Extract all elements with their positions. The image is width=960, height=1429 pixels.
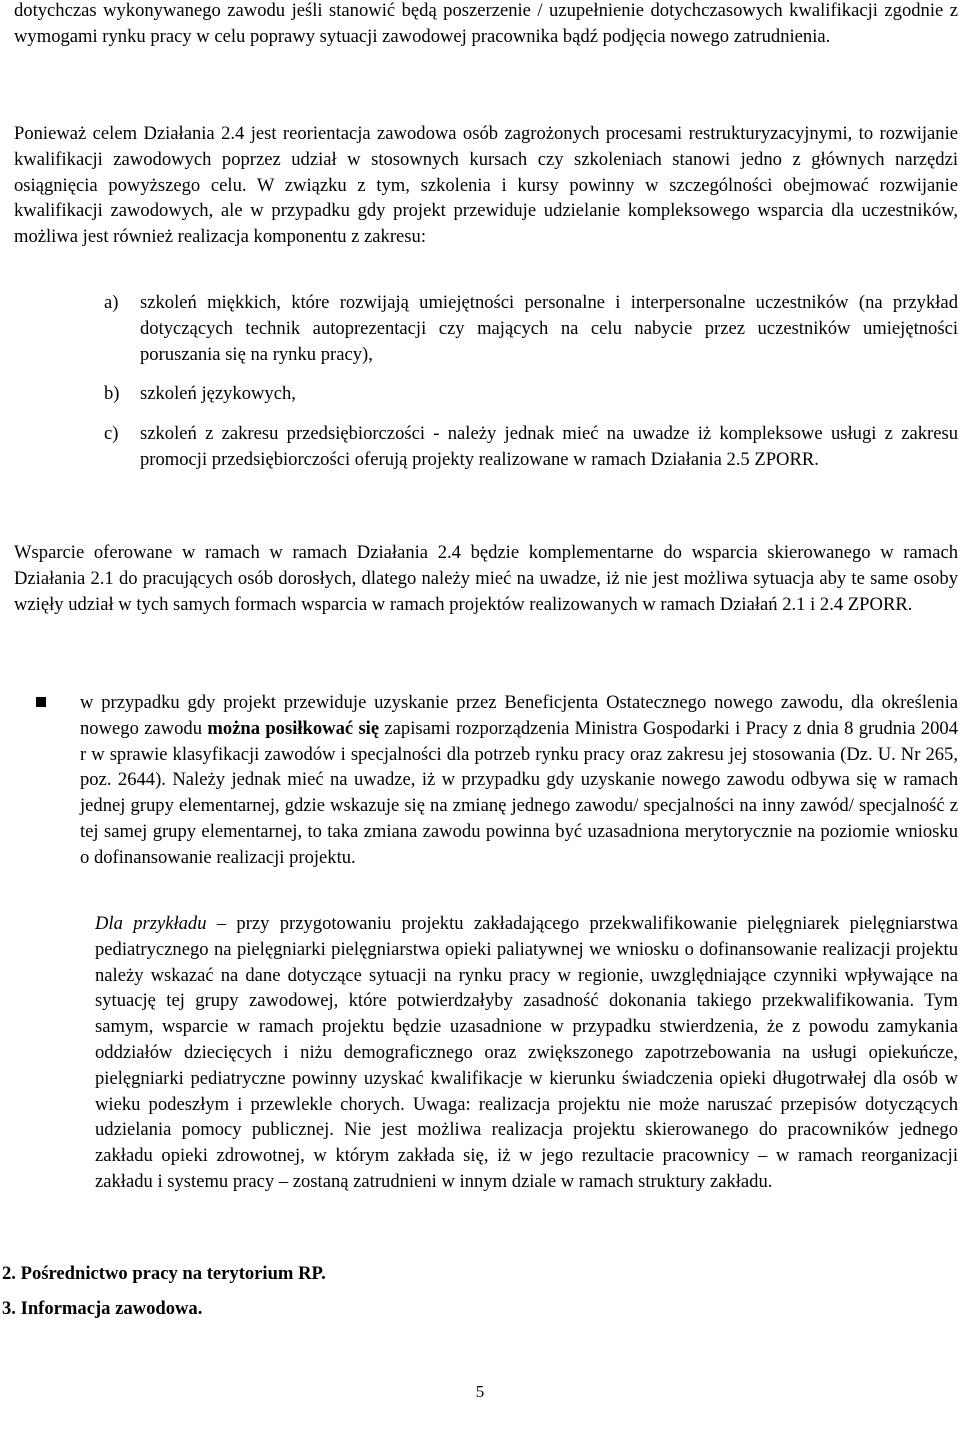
paragraph-wsparcie: Wsparcie oferowane w ramach w ramach Działania 2.4 będzie komplementarne do wsparcia skierowanego w ramach Działania 2.1 do pracujących osób dorosłych, dlatego należy mieć na uwadze, iż nie jest możliwa sytuacja aby te same osoby wzięły udział w tych samych formach wsparcia w ramach projektów realizowanych w ramach Działań 2.1 i 2.4 ZPORR. — [14, 542, 958, 615]
bullet-text-bold: można posiłkować się — [207, 717, 380, 739]
paragraph-ponieważ: Ponieważ celem Działania 2.4 jest reorientacja zawodowa osób zagrożonych procesami restrukturyzacyjnymi, to rozwijanie kwalifikacji zawodowych poprzez udział w stosownych kursach czy szkoleniach stanowi jedno z głównych narzędzi osiągnięcia powyższego celu. W związku z tym, szkolenia i kursy powinny w szczególności obejmować rozwijanie kwalifikacji zawodowych, ale w przypadku gdy projekt przewiduje udzielanie kompleksowego wsparcia dla uczestników, możliwa jest również realizacja komponentu z zakresu: — [14, 123, 958, 248]
example-paragraph — [95, 911, 958, 1195]
section-heading-3: 3. Informacja zawodowa. — [2, 1298, 203, 1319]
list-marker: a) — [104, 292, 119, 313]
bullet-paragraph — [80, 690, 958, 871]
page-number: 5 — [475, 1382, 485, 1401]
list-item — [104, 290, 958, 367]
bullet-text-start: w przypadku gdy projekt przewiduje uzyskanie przez Beneficjenta Ostatecznego nowego zawodu, dla określenia nowego zawodu — [80, 692, 958, 739]
list-item-text: szkoleń językowych, — [140, 383, 296, 405]
bullet-mark-icon — [36, 697, 46, 707]
list-item — [104, 381, 958, 407]
list-item — [104, 421, 958, 473]
component-list — [104, 290, 958, 473]
list-marker: c) — [104, 423, 119, 445]
example-lead: Dla przykładu — [95, 913, 207, 934]
paragraph-intro: dotychczas wykonywanego zawodu jeśli stanowić będą poszerzenie / uzupełnienie dotychczasowych kwalifikacji zgodnie z wymogami rynku pracy w celu poprawy sytuacji zawodowej pracownika bądź podjęcia nowego zatrudnienia. — [14, 0, 958, 47]
list-marker: b) — [104, 383, 120, 405]
bullet-text-end: zapisami rozporządzenia Ministra Gospodarki i Pracy z dnia 8 grudnia 2004 r w sprawie klasyfikacji zawodów i specjalności dla potrzeb rynku pracy oraz zakresu jej stosowania (Dz. U. Nr 265, poz. 2644). Należy jednak mieć na uwadze, iż w przypadku gdy uzyskanie nowego zawodu odbywa się w ramach jednej grupy elementarnej, gdzie wskazuje się na zmianę jednego zawodu/ specjalności na inny zawód/ specjalność z tej samej grupy elementarnej, to taka zmiana zawodu powinna być uzasadniona merytorycznie na poziomie wniosku o dofinansowanie realizacji projektu. — [80, 717, 958, 868]
example-text: – przy przygotowaniu projektu zakładającego przekwalifikowanie pielęgniarek pielęgniarstwa pediatrycznego na pielęgniarki pielęgniarstwa opieki paliatywnej we wniosku o dofinansowanie realizacji projektu należy wskazać na dane dotyczące sytuacji na rynku pracy w regionie, uwzględniające czynniki wpływające na sytuację tej grupy zawodowej, które potwierdzałyby zasadność dokonania takiego przekwalifikowania. Tym samym, wsparcie w ramach projektu będzie uzasadnione w przypadku stwierdzenia, że z powodu zamykania oddziałów dziecięcych i niżu demograficznego oraz zwiększonego zapotrzebowania na usługi opiekuńcze, pielęgniarki pediatryczne powinny uzyskać kwalifikacje w kierunku świadczenia opieki długotrwałej dla osób w wieku podeszłym i przewlekle chorych. Uwaga: realizacja projektu nie może naruszać przepisów dotyczących udzielania pomocy publicznej. Nie jest możliwa realizacja projektu skierowanego do pracowników jednego zakładu opieki zdrowotnej, w którym zakłada się, iż w jego rezultacie pracownicy – w ramach reorganizacji zakładu i systemu pracy – zostaną zatrudnieni w innym dziale w ramach struktury zakładu. — [95, 913, 958, 1192]
section-heading-2: 2. Pośrednictwo pracy na terytorium RP. — [2, 1263, 326, 1284]
list-item-text: szkoleń z zakresu przedsiębiorczości - należy jednak mieć na uwadze iż kompleksowe usługi z zakresu promocji przedsiębiorczości oferują projekty realizowane w ramach Działania 2.5 ZPORR. — [140, 423, 958, 470]
list-item-text: szkoleń miękkich, które rozwijają umiejętności personalne i interpersonalne uczestników (na przykład dotyczących technik autoprezentacji czy mających na celu nabycie przez uczestników umiejętności poruszania się na rynku pracy), — [140, 292, 958, 365]
